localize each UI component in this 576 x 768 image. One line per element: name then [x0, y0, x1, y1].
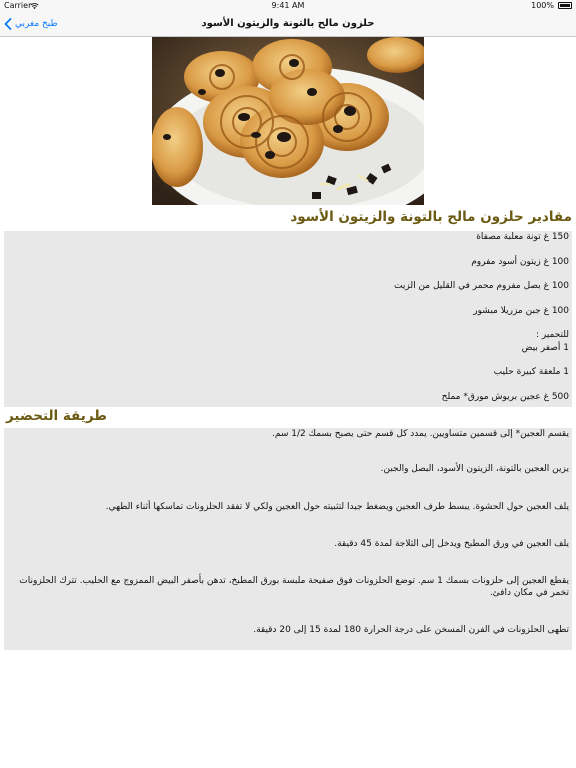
- ingredients-panel: [4, 231, 572, 407]
- method-step: تطهى الحلزونات في الفرن المسخن على درجة الحرارة 180 لمدة 15 إلى 20 دقيقة.: [253, 625, 569, 635]
- method-heading: طريقة التحضير: [6, 408, 107, 424]
- page-title: حلزون مالح بالتونة والزيتون الأسود: [201, 18, 375, 29]
- ingredient-item: للتحمير :: [535, 330, 569, 340]
- ingredient-item: 1 أصفر بيض: [521, 343, 569, 353]
- method-step: يلف العجين حول الحشوة. يبسط طرف العجين ويضغط جيدا لتثبيته حول العجين ولكي لا تفقد الحلزونات تماسكها أثناء الطهي.: [105, 502, 569, 512]
- ingredient-item: 100 غ زيتون أسود مفروم: [471, 257, 569, 267]
- battery-percent: 100%: [531, 1, 554, 10]
- ingredient-item: 100 غ بصل مفروم محمر في القليل من الزيت: [394, 281, 569, 291]
- ingredient-item: 150 غ تونة معلبة مصفاة: [476, 232, 569, 242]
- method-step: يقطع العجين إلى حلزونات بسمك 1 سم. توضع الحلزونات فوق صفيحة ملبسة بورق المطبخ، تدهن بأصفر البيض الممزوج مع الحليب. تترك الحلزونات تخمر في مكان دافئ.: [19, 576, 569, 598]
- method-panel: [4, 428, 572, 650]
- method-step: يزين العجين بالتونة، الزيتون الأسود، البصل والجبن.: [380, 464, 569, 474]
- clock: 9:41 AM: [271, 1, 305, 10]
- ingredient-item: 100 غ جبن مزريلا مبشور: [473, 306, 569, 316]
- method-step: يلف العجين في ورق المطبخ ويدخل إلى الثلاجة لمدة 45 دقيقة.: [334, 539, 569, 549]
- navigation-bar: [0, 12, 576, 37]
- back-button-label: طبخ مغربي: [15, 19, 58, 29]
- chevron-left-icon: [4, 18, 12, 30]
- ingredients-heading: مقادير حلزون مالح بالتونة والزيتون الأسود: [290, 209, 572, 225]
- method-step: يقسم العجين* إلى قسمين متساويين. يمدد كل قسم حتى يصبح بسمك 1/2 سم.: [272, 429, 569, 439]
- carrier-label: Carrier: [4, 1, 32, 10]
- battery-icon: [558, 2, 572, 9]
- recipe-photo: [152, 37, 424, 205]
- back-button[interactable]: [4, 12, 58, 36]
- status-bar: [0, 0, 576, 12]
- ingredient-item: 500 غ عجين بريوش مورق* مملح: [441, 392, 569, 402]
- pastry-plate-image: [152, 37, 424, 205]
- ingredient-item: 1 ملعقة كبيرة حليب: [493, 367, 569, 377]
